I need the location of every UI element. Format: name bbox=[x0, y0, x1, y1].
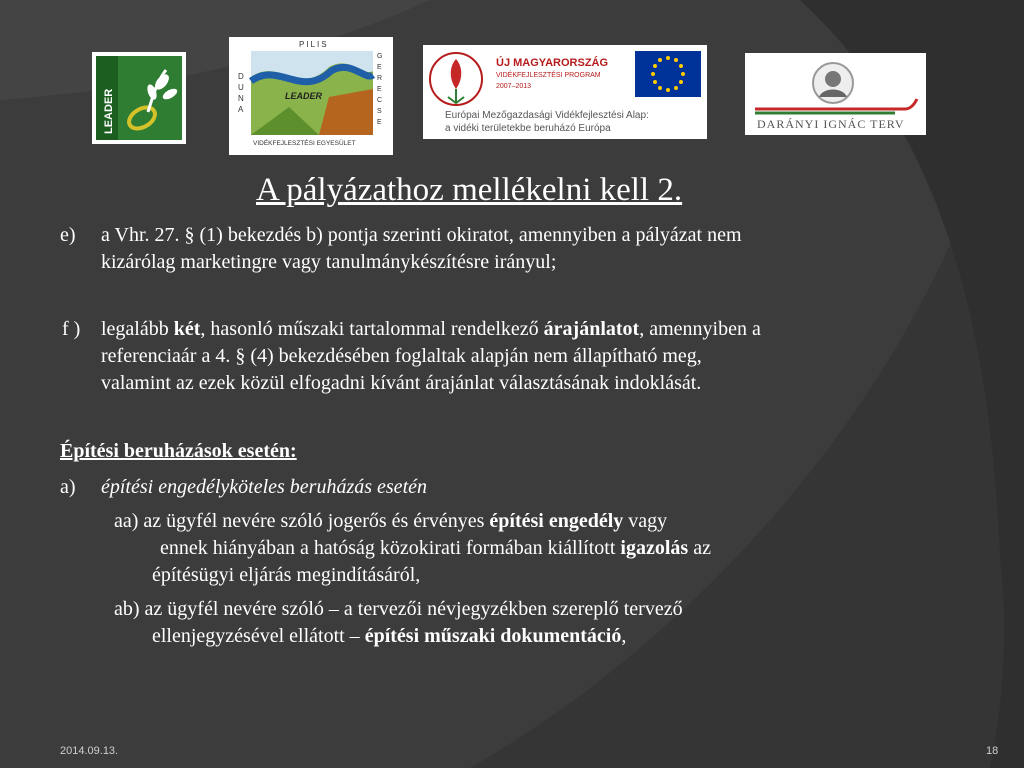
daranyi-text: DARÁNYI IGNÁC TERV bbox=[757, 117, 905, 131]
pilis-bottom-text: VIDÉKFEJLESZTÉSI EGYESÜLET bbox=[253, 140, 356, 147]
gerecse-vertical-text: GERECSE bbox=[377, 53, 383, 126]
daranyi-ignac-terv-logo bbox=[745, 53, 926, 135]
item-f-line1: legalább két, hasonló műszaki tartalommal rendelkező árajánlatot, amennyiben a bbox=[101, 318, 761, 340]
ujm-title: ÚJ MAGYARORSZÁG bbox=[496, 57, 609, 69]
page-number: 18 bbox=[986, 745, 999, 757]
ujm-years: 2007–2013 bbox=[496, 83, 532, 90]
duna-vertical-text: DUNA bbox=[238, 72, 244, 114]
pilis-top-text: PILIS bbox=[299, 40, 329, 49]
item-ab-line2: ellenjegyzésével ellátott – építési műszaki dokumentáció, bbox=[152, 625, 627, 647]
slide-title: A pályázathoz mellékelni kell 2. bbox=[256, 172, 683, 208]
footer-date: 2014.09.13. bbox=[60, 745, 119, 757]
item-ab-line1: ab) az ügyfél nevére szóló – a tervezői névjegyzékben szereplő tervező bbox=[114, 598, 683, 620]
item-aa-line3: építésügyi eljárás megindításáról, bbox=[152, 564, 421, 586]
section-heading: Építési beruházások esetén: bbox=[60, 440, 297, 462]
item-aa-line1: aa) az ügyfél nevére szóló jogerős és érvényes építési engedély vagy bbox=[114, 510, 668, 532]
pilis-center-text: LEADER bbox=[285, 91, 323, 101]
ujm-program: VIDÉKFEJLESZTÉSI PROGRAM bbox=[496, 72, 601, 79]
ujm-line1: Európai Mezőgazdasági Vidékfejlesztési Alap: bbox=[445, 110, 649, 121]
item-f-line3: valamint az ezek közül elfogadni kívánt árajánlat választásának indoklását. bbox=[101, 372, 702, 394]
item-f-line2: referenciaár a 4. § (4) bekezdésében foglaltak alapján nem állapítható meg, bbox=[101, 345, 702, 367]
leader-logo bbox=[92, 52, 186, 144]
ujm-line2: a vidéki területekbe beruházó Európa bbox=[445, 123, 611, 134]
item-e-line1: a Vhr. 27. § (1) bekezdés b) pontja szerinti okiratot, amennyiben a pályázat nem bbox=[101, 224, 742, 246]
item-aa-line2: ennek hiányában a hatóság közokirati formában kiállított igazolás az bbox=[160, 537, 711, 559]
item-f-marker: f ) bbox=[62, 318, 81, 340]
uj-magyarorszag-logo bbox=[423, 45, 707, 139]
item-e-marker: e) bbox=[60, 224, 76, 246]
item-a-marker: a) bbox=[60, 476, 76, 498]
leader-logo-text: LEADER bbox=[103, 88, 115, 134]
pilis-gerecse-logo bbox=[229, 37, 393, 155]
item-a-text: építési engedélyköteles beruházás esetén bbox=[101, 476, 427, 498]
item-e-line2: kizárólag marketingre vagy tanulmánykészítésre irányul; bbox=[101, 251, 557, 273]
